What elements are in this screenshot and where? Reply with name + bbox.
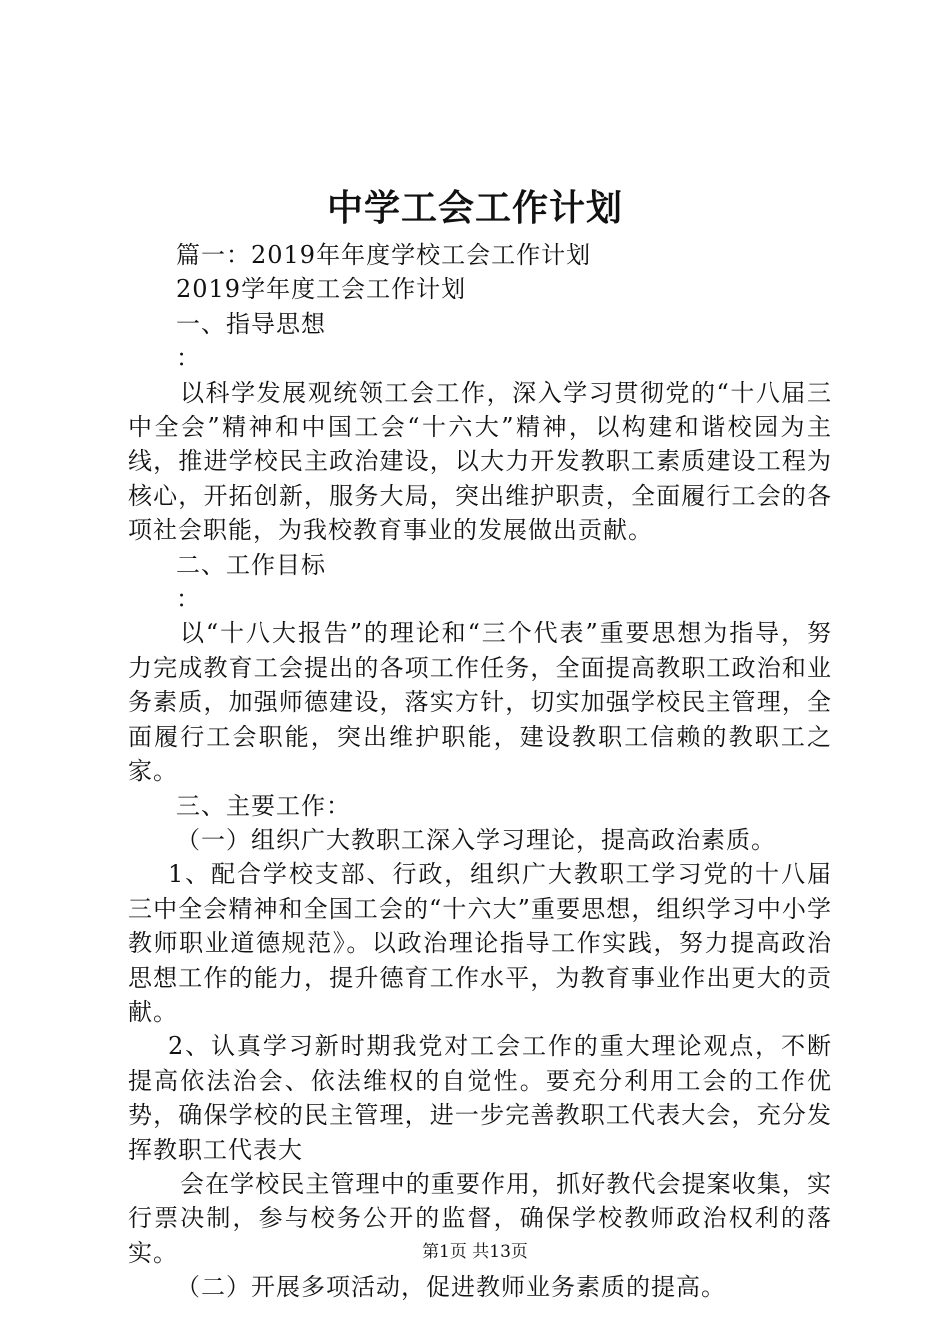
paragraph-plan-title: 2019学年度工会工作计划	[176, 275, 467, 304]
document-body	[128, 238, 832, 1305]
page-number-footer: 第1页 共13页	[422, 1242, 528, 1262]
subheading-item-1: （一）组织广大教职工深入学习理论，提高政治素质。	[176, 825, 776, 854]
heading-guiding-thought: 一、指导思想	[176, 309, 326, 338]
paragraph-guiding-thought: 以科学发展观统领工会工作，深入学习贯彻党的“十八届三中全会”精神和中国工会“十六大”精神，以构建和谐校园为主线，推进学校民主政治建设，以大力开发教职工素质建设工程为核心，开拓创新，服务大局，突出维护职责，全面履行工会的各项社会职能，为我校教育事业的发展做出贡献。	[128, 378, 832, 545]
document-title: 中学工会工作计划	[326, 187, 623, 229]
paragraph-item-1-1: 1、配合学校支部、行政，组织广大教职工学习党的十八届三中全会精神和全国工会的“十六大”重要思想，组织学习中小学教师职业道德规范》。以政治理论指导工作实践，努力提高政治思想工作的能力，提升德育工作水平，为教育事业作出更大的贡献。	[128, 860, 832, 1026]
subheading-item-2: （二）开展多项活动，促进教师业务素质的提高。	[176, 1273, 726, 1302]
paragraph-item-1-2: 2、认真学习新时期我党对工会工作的重大理论观点，不断提高依法治会、依法维权的自觉性。要充分利用工会的工作优势，确保学校的民主管理，进一步完善教职工代表大会，充分发挥教职工代表大	[128, 1032, 832, 1164]
paragraph-item-1-2-cont: 会在学校民主管理中的重要作用，抓好教代会提案收集，实行票决制，参与校务公开的监督，确保学校教师政治权利的落实。	[128, 1169, 832, 1267]
colon-line: ：	[176, 585, 201, 614]
colon-line: ：	[176, 344, 201, 373]
heading-main-work: 三、主要工作：	[176, 791, 351, 820]
paragraph-work-goals: 以“十八大报告”的理论和“三个代表”重要思想为指导，努力完成教育工会提出的各项工作任务，全面提高教职工政治和业务素质，加强师德建设，落实方针，切实加强学校民主管理，全面履行工会职能，突出维护职能，建设教职工信赖的教职工之家。	[128, 619, 832, 786]
paragraph-section-heading: 篇一：2019年年度学校工会工作计划	[176, 241, 592, 269]
heading-work-goals: 二、工作目标	[176, 550, 326, 579]
